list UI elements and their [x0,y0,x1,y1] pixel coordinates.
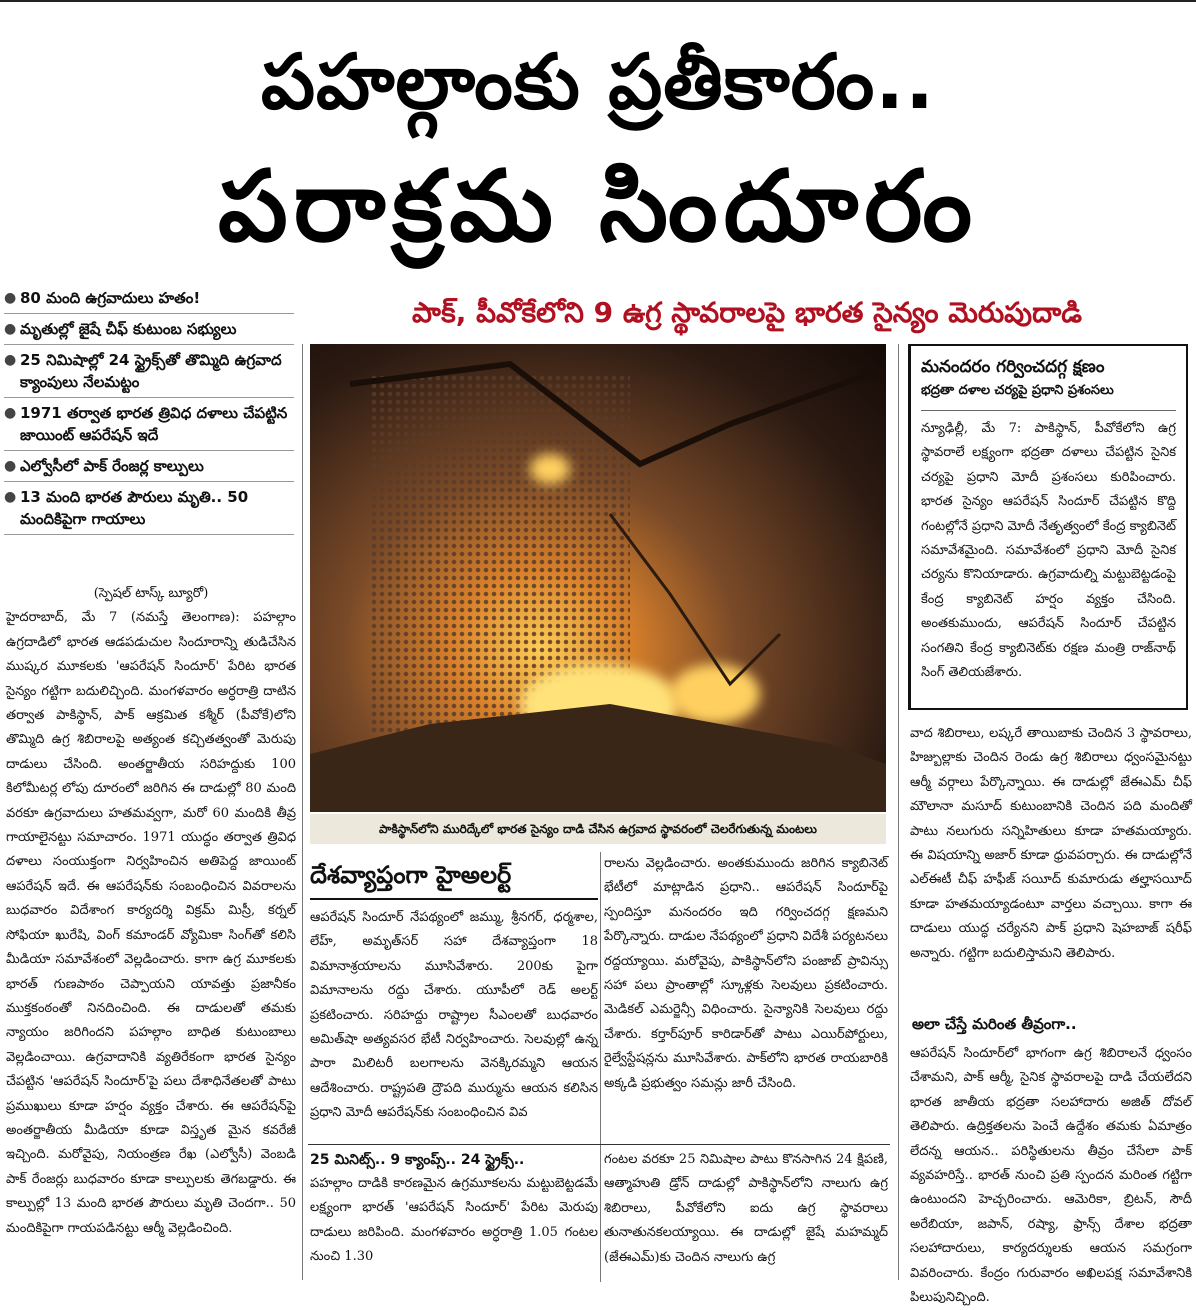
section-divider [308,1144,890,1145]
key-point-text: 25 నిమిషాల్లో 24 స్ట్రైక్స్‌తో తొమ్మిది ఉగ్రవాద క్యాంపులు నేలమట్టం [20,351,282,391]
column-divider [302,344,303,1280]
right-column-subhead: అలా చేస్తే మరింత తీవ్రంగా.. [912,1015,1077,1033]
key-point [4,451,294,482]
high-alert-body: ఆపరేషన్ సిందూర్ నేపథ్యంలో జమ్ము, శ్రీనగర్, ధర్మశాల, లేహ్, అమృత్‌సర్ సహా దేశవ్యాప్తంగా 18 విమానాశ్రయాలను మూసివేశారు. 200కు పైగా విమానాలను రద్దు చేశారు. యూపీలో రెడ్ అలర్ట్ ప్రకటించారు. సరిహద్దు రాష్ట్రాల సీఎంలతో బుధవారం అమిత్‌షా అత్యవసర భేటీ నిర్వహించారు. సెలవుల్లో ఉన్న పారా మిలిటరీ బలగాలను వెనక్కిరమ్మని ఆయన ఆదేశించారు. రాష్ట్రపతి ద్రౌపది ముర్మును ఆయన కలిసిన ప్రధాని మోదీ ఆపరేషన్‌కు సంబంధించిన వివ [310,910,598,1121]
strikes-body: పహల్గాం దాడికి కారణమైన ఉగ్రమూకలను మట్టుబెట్టడమే లక్ష్యంగా భారత్ 'ఆపరేషన్ సిందూర్' పేరిట మెరుపు దాడులు జరిపింది. మంగళవారం అర్ధరాత్రి 1.05 గంటల నుంచి 1.30 [310,1176,598,1265]
strikes-section [310,1148,598,1282]
key-point [4,482,294,535]
bullet-icon: ● [4,489,17,505]
bullet-icon: ● [4,290,17,306]
high-alert-section [310,852,598,1142]
bullet-icon: ● [4,321,17,337]
middle-column-text: రాలను వెల్లడించారు. అంతకుముందు జరిగిన క్యాబినెట్ భేటీలో మాట్లాడిన ప్రధాని.. ఆపరేషన్ సిందూర్‌పై స్పందిస్తూ మనందరం ఇది గర్వించదగ్గ క్షణమని పేర్కొన్నారు. దాడుల నేపథ్యంలో ప్రధాని విదేశీ పర్యటనలు రద్దయ్యాయి. మరోవైపు, పాకిస్థాన్‌లోని పంజాబ్ ప్రావిన్సు సహా పలు ప్రాంతాల్లో స్కూళ్లకు సెలవులు ప్రకటించారు. మెడికల్ ఎమర్జెన్సీ విధించారు. సైన్యానికి సెలవులు రద్దు చేశారు. కర్తార్‌పూర్ కారిడార్‌తో పాటు ఎయిర్‌పోర్టులు, రైల్వేస్టేషన్లను మూసివేశారు. పాక్‌లోని భారత రాయబారికి అక్కడి ప్రభుత్వం సమన్లు జారీ చేసింది. [604,856,889,1091]
right-column-text: వాద శిబిరాలు, లష్కరే తాయిబాకు చెందిన 3 స్థావరాలు, హిజ్బుల్లాకు చెందిన రెండు ఉగ్ర శిబిరాలు ధ్వంసమైనట్టు ఆర్మీ వర్గాలు పేర్కొన్నాయి. ఈ దాడుల్లో జేఈఎమ్ చీఫ్ మౌలానా మసూద్ కుటుంబానికి చెందిన పది మందితో పాటు నలుగురు సన్నిహితులు కూడా హతమయ్యారు. ఈ విషయాన్ని అజార్ కూడా ధ్రువపర్చారు. ఈ దాడుల్లోనే ఎల్ఈటీ చీఫ్ హఫీజ్ సయీద్ కుమారుడు తల్హాసయీద్ కూడా హతమయ్యాడంటూ వార్తలు వచ్చాయి. కాగా ఈ దాడులు యుద్ధ చర్యేనని పాక్ ప్రధాని షెహబాజ్ షరీఫ్ అన్నారు. గట్టిగా బదులిస్తామని తెలిపారు. [910,726,1192,961]
byline: (స్పెషల్ టాస్క్ బ్యూరో) [93,586,209,601]
column-divider [600,852,601,1282]
headline-line-2: పరాక్రమ సిందూరం [217,150,979,264]
high-alert-title: దేశవ్యాప్తంగా హైఅలర్ట్ [310,852,598,900]
top-rule [0,0,1196,6]
key-point-text: ఎల్వోసీలో పాక్ రేంజర్ల కాల్పులు [20,457,204,475]
news-photo-fire [310,344,886,812]
key-point-text: మృతుల్లో జైషే చీఫ్ కుటుంబ సభ్యులు [20,320,237,338]
right-column-text-2: ఆపరేషన్ సిందూర్‌లో భాగంగా ఉగ్ర శిబిరాలనే ధ్వంసం చేశామని, పాక్ ఆర్మీ, సైనిక స్థావరాలపై దాడి చేయలేదని భారత జాతీయ భద్రతా సలహాదారు అజిత్ దోవల్ తెలిపారు. ఉద్రిక్తతలను పెంచే ఉద్దేశం తమకు ఏమాత్రం లేదన్న ఆయన.. పరిస్థితులను తీవ్రం చేసేలా పాక్ వ్యవహరిస్తే.. భారత్ నుంచి ప్రతి స్పందన మరింత గట్టిగా ఉంటుందని హెచ్చరించారు. ఆమెరికా, బ్రిటన్, సౌదీ అరేబియా, జపాన్, రష్యా, ఫ్రాన్స్ దేశాల భద్రతా సలహాదారులు, కార్యదర్శులకు ఆయన సమగ్రంగా వివరించారు. కేంద్రం గురువారం అఖిలపక్ష సమావేశానికి పిలుపునిచ్చింది. [910,1046,1192,1306]
key-point-text: 1971 తర్వాత భారత త్రివిధ దళాలు చేపట్టిన జాయింట్ ఆపరేషన్ ఇదే [20,404,288,444]
main-story-text: హైదరాబాద్, మే 7 (నమస్తే తెలంగాణ): పహల్గాం ఉగ్రదాడిలో భారత ఆడపడుచుల సిందూరాన్ని తుడిచేసిన ముష్కర మూకలకు 'ఆపరేషన్ సిందూర్' పేరిట భారత సైన్యం గట్టిగా బదులిచ్చింది. మంగళవారం అర్ధరాత్రి దాటిన తర్వాత పాకిస్థాన్, పాక్ ఆక్రమిత కశ్మీర్ (పీవోకే)లోని తొమ్మిది ఉగ్ర శిబిరాలపై అత్యంత కచ్చితత్వంతో మెరుపు దాడులు చేసింది. అంతర్జాతీయ సరిహద్దుకు 100 కిలోమీటర్ల లోపు దూరంలో జరిగిన ఈ దాడుల్లో 80 మంది వరకూ ఉగ్రవాదులు హతమవ్వగా, మరో 60 మందికి తీవ్ర గాయాలైనట్టు సమాచారం. 1971 యుద్ధం తర్వాత త్రివిధ దళాలు సంయుక్తంగా నిర్వహించిన అతిపెద్ద జాయింట్ ఆపరేషన్ ఇదే. ఈ ఆపరేషన్‌కు సంబంధించిన వివరాలను బుధవారం విదేశాంగ కార్యదర్శి విక్రమ్ మిస్రీ, కర్నల్ సోఫియా ఖురేషి, వింగ్ కమాండర్ వ్యోమికా సింగ్‌తో కలిసి మీడియా సమావేశంలో వెల్లడించారు. కాగా ఉగ్ర మూకలకు భారత్ గుణపాఠం చెప్పాయని యావత్తు ప్రజానీకం ముక్తకంఠంతో నినదించింది. ఈ దాడులతో తమకు న్యాయం జరిగిందని పహల్గాం బాధిత కుటుంబాలు వెల్లడించాయి. ఉగ్రవాదానికి వ్యతిరేకంగా భారత సైన్యం చేపట్టిన 'ఆపరేషన్ సిందూర్'పై పలు దేశాధినేతలతో పాటు ప్రముఖులు కూడా హర్షం వ్యక్తం చేశారు. ఈ ఆపరేషన్‌పై అంతర్జాతీయ మీడియా కూడా విస్తృత మైన కవరేజీ ఇచ్చింది. మరోవైపు, నియంత్రణ రేఖ (ఎల్వోసీ) వెంబడి పాక్ రేంజర్లు బుధవారం కూడా కాల్పులకు తెగబడ్డారు. ఈ కాల్పుల్లో 13 మంది భారత పౌరులు మృతి చెందగా.. 50 మందికిపైగా గాయపడినట్టు ఆర్మీ వెల్లడించింది. [6,610,296,1236]
column-divider [898,344,899,1280]
bullet-icon: ● [4,352,17,368]
key-points-list [4,283,294,535]
key-point [4,398,294,451]
bullet-icon: ● [4,458,17,474]
key-point [4,314,294,345]
strikes-body-continued: గంటల వరకూ 25 నిమిషాల పాటు కొనసాగిన 24 క్షిపణి, ఆత్మాహుతి డ్రోన్ దాడుల్లో పాకిస్థాన్‌లోని నాలుగు ఉగ్ర శిబిరాలు, పీవోకేలోని ఐదు ఉగ్ర స్థావరాలు తునాతునకలయ్యాయి. ఈ దాడుల్లో జైషే మహమ్మద్ (జేఈఎమ్)కు చెందిన నాలుగు ఉగ్ర [604,1152,888,1265]
headline-line-1: పహల్గాంకు ప్రతీకారం.. [261,37,935,126]
key-point [4,345,294,398]
photo-caption: పాకిస్థాన్‌లోని మురిద్కేలో భారత సైన్యం దాడి చేసిన ఉగ్రవాద స్థావరంలో చెలరేగుతున్న మంటలు [310,814,886,844]
key-point [4,283,294,314]
main-story-column [6,582,296,1282]
key-point-text: 13 మంది భారత పౌరులు మృతి.. 50 మందికిపైగా గాయాలు [20,488,249,528]
pm-praise-box [908,344,1188,710]
strikes-title: 25 మినిట్స్.. 9 క్యాంప్స్.. 24 స్ట్రైక్స్.. [310,1152,525,1168]
sidebox-title: మనందరం గర్వించదగ్గ క్షణం [921,357,1105,377]
sidebox-subtitle: భద్రతా దళాల చర్యపై ప్రధాని ప్రశంసలు [921,380,1176,411]
photo-debris [310,344,886,812]
subheadline: పాక్, పీవోకేలోని 9 ఉగ్ర స్థావరాలపై భారత సైన్యం మెరుపుదాడి [412,296,1082,329]
sidebox-body: న్యూఢిల్లీ, మే 7: పాకిస్థాన్, పీవోకేలోని ఉగ్ర స్థావరాలే లక్ష్యంగా భద్రతా దళాలు చేపట్టిన సైనిక చర్యపై ప్రధాని మోదీ ప్రశంసలు కురిపించారు. భారత సైన్యం ఆపరేషన్ సిందూర్ చేపట్టిన కొద్ది గంటల్లోనే ప్రధాని మోదీ నేతృత్వంలో కేంద్ర క్యాబినెట్ సమావేశమైంది. సమావేశంలో ప్రధాని మోదీ సైనిక చర్యను కొనియాడారు. ఉగ్రవాదుల్ని మట్టుబెట్టడంపై కేంద్ర క్యాబినెట్ హర్షం వ్యక్తం చేసింది. అంతకుముందు, ఆపరేషన్ సిందూర్ చేపట్టిన సంగతిని కేంద్ర క్యాబినెట్‌కు రక్షణ మంత్రి రాజ్‌నాథ్ సింగ్ తెలియజేశారు. [921,421,1176,681]
key-point-text: 80 మంది ఉగ్రవాదులు హతం! [20,289,201,307]
bullet-icon: ● [4,405,17,421]
